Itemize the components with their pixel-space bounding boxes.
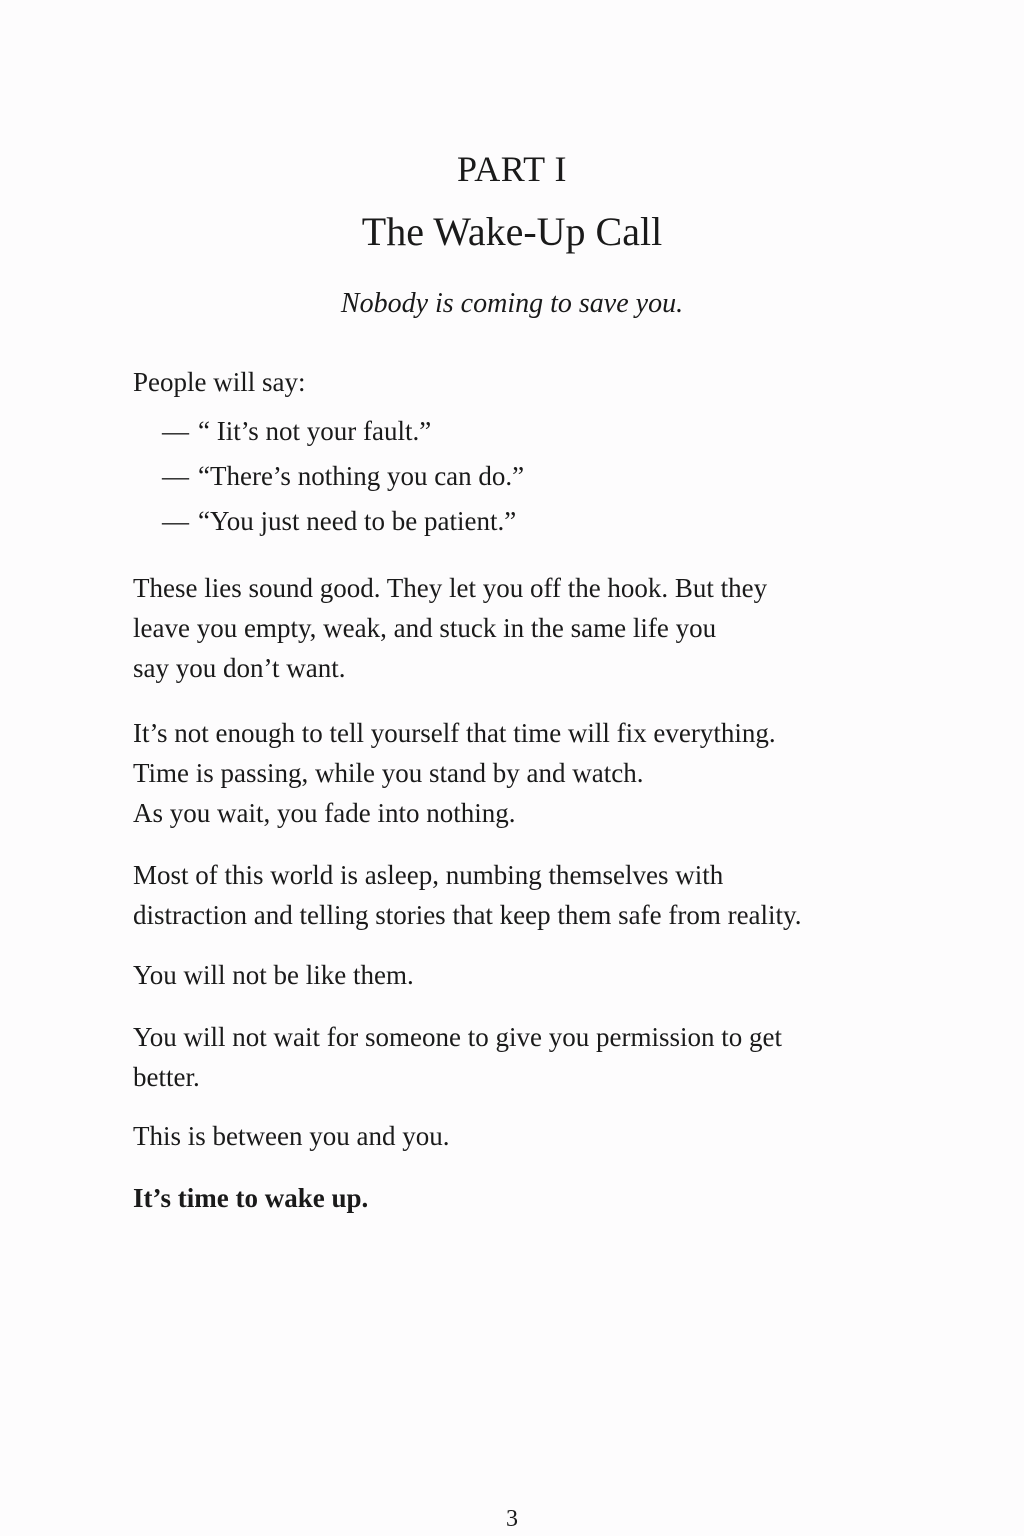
paragraph-line: As you wait, you fade into nothing. — [133, 798, 516, 828]
intro-paragraph — [133, 362, 913, 402]
epigraph: Nobody is coming to save you. — [340, 288, 684, 319]
dash: — — [162, 461, 189, 491]
intro-line: People will say: — [133, 367, 306, 397]
paragraph-line: These lies sound good. They let you off the hook. But they — [133, 573, 768, 603]
part-label: PART I — [457, 149, 567, 189]
page-number: 3 — [506, 1506, 518, 1532]
quote-text: “You just need to be patient.” — [198, 506, 517, 536]
paragraph-line: You will not be like them. — [133, 960, 414, 990]
paragraph — [133, 1017, 913, 1097]
quote-item — [162, 461, 524, 492]
paragraph — [133, 955, 913, 995]
quote-text: “There’s nothing you can do.” — [198, 461, 525, 491]
paragraph — [133, 568, 913, 688]
chapter-title: The Wake-Up Call — [361, 209, 663, 254]
paragraph-line: better. — [133, 1062, 200, 1092]
paragraph-line: say you don’t want. — [133, 653, 346, 683]
paragraph-line: It’s not enough to tell yourself that time will fix everything. — [133, 718, 776, 748]
paragraph — [133, 1116, 913, 1156]
closing-text: It’s time to wake up. — [133, 1183, 369, 1213]
quote-item — [162, 506, 516, 537]
paragraph — [133, 713, 913, 833]
quote-text: “ Iit’s not your fault.” — [198, 416, 432, 446]
paragraph-line: distraction and telling stories that keep them safe from reality. — [133, 900, 802, 930]
dash: — — [162, 506, 189, 536]
paragraph — [133, 855, 913, 935]
paragraph-line: You will not wait for someone to give you permission to get — [133, 1022, 782, 1052]
paragraph-line: Time is passing, while you stand by and watch. — [133, 758, 644, 788]
dash: — — [162, 416, 189, 446]
paragraph-line: This is between you and you. — [133, 1121, 450, 1151]
paragraph-line: Most of this world is asleep, numbing themselves with — [133, 860, 724, 890]
quote-item — [162, 416, 431, 447]
paragraph-line: leave you empty, weak, and stuck in the same life you — [133, 613, 717, 643]
closing-line — [133, 1178, 913, 1218]
